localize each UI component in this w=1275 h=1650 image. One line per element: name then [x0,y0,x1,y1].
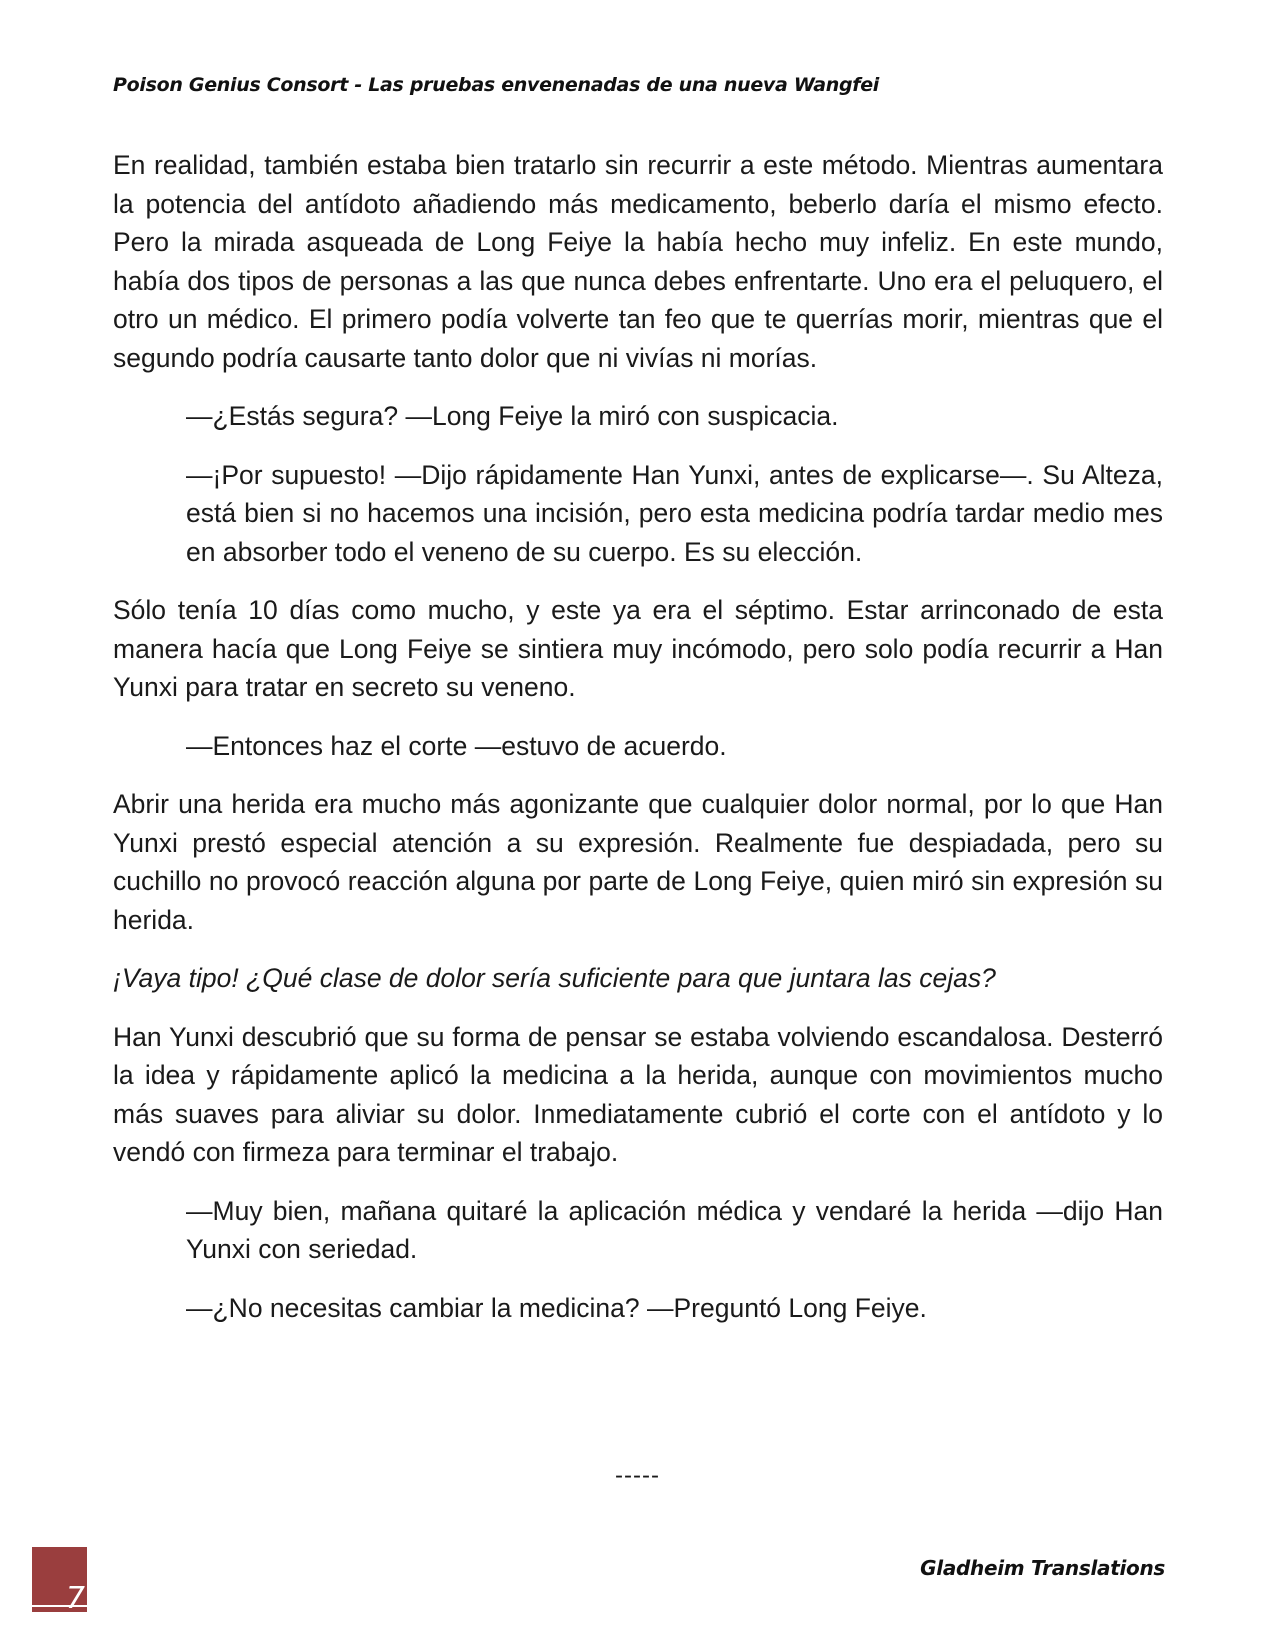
paragraph-3: Abrir una herida era mucho más agonizante que cualquier dolor normal, por lo que Han Yunxi prestó especial atención a su expresión. Realmente fue despiadada, pero su cuchillo no provocó reacción alguna por parte de Long Feiye, quien miró sin expresión su herida. [113,789,1163,935]
section-separator: ----- [615,1462,660,1489]
footer-credit: Gladheim Translations [920,1556,1165,1580]
paragraph-4: Han Yunxi descubrió que su forma de pensar se estaba volviendo escandalosa. Desterró la idea y rápidamente aplicó la medicina a la herida, aunque con movimientos mucho más suaves para aliviar su dolor. Inmediatamente cubrió el corte con el antídoto y lo vendó con firmeza para terminar el trabajo. [113,1021,1163,1167]
dialogue-1: —¿Estás segura? —Long Feiye la miró con suspicacia. [186,401,839,431]
dialogue-5: —¿No necesitas cambiar la medicina? —Preguntó Long Feiye. [186,1292,927,1323]
paragraph-1: En realidad, también estaba bien tratarlo sin recurrir a este método. Mientras aumentara la potencia del antídoto añadiendo más medicamento, beberlo daría el mismo efecto. Pero la mirada asqueada de Long Feiye la había hecho muy infeliz. En este mundo, había dos tipos de personas a las que nunca debes enfrentarte. Uno era el peluquero, el otro un médico. El primero podía volverte tan feo que te querrías morir, mientras que el segundo podría causarte tanto dolor que ni vivías ni morías. [113,150,1163,373]
running-header: Poison Genius Consort - Las pruebas envenenadas de una nueva Wangfei [113,74,880,96]
page-body [113,146,1163,1347]
inner-thought: ¡Vaya tipo! ¿Qué clase de dolor sería suficiente para que juntara las cejas? [113,963,996,993]
dialogue-4: —Muy bien, mañana quitaré la aplicación médica y vendaré la herida —dijo Han Yunxi con seriedad. [186,1195,1163,1264]
page-number: 7 [65,1581,85,1616]
paragraph-2: Sólo tenía 10 días como mucho, y este ya era el séptimo. Estar arrinconado de esta manera hacía que Long Feiye se sintiera muy incómodo, pero solo podía recurrir a Han Yunxi para tratar en secreto su veneno. [113,595,1163,702]
page-number-badge [32,1547,87,1616]
dialogue-3: —Entonces haz el corte —estuvo de acuerdo. [186,730,727,761]
dialogue-2: —¡Por supuesto! —Dijo rápidamente Han Yunxi, antes de explicarse—. Su Alteza, está bien si no hacemos una incisión, pero esta medicina podría tardar medio mes en absorber todo el veneno de su cuerpo. Es su elección. [186,459,1163,567]
